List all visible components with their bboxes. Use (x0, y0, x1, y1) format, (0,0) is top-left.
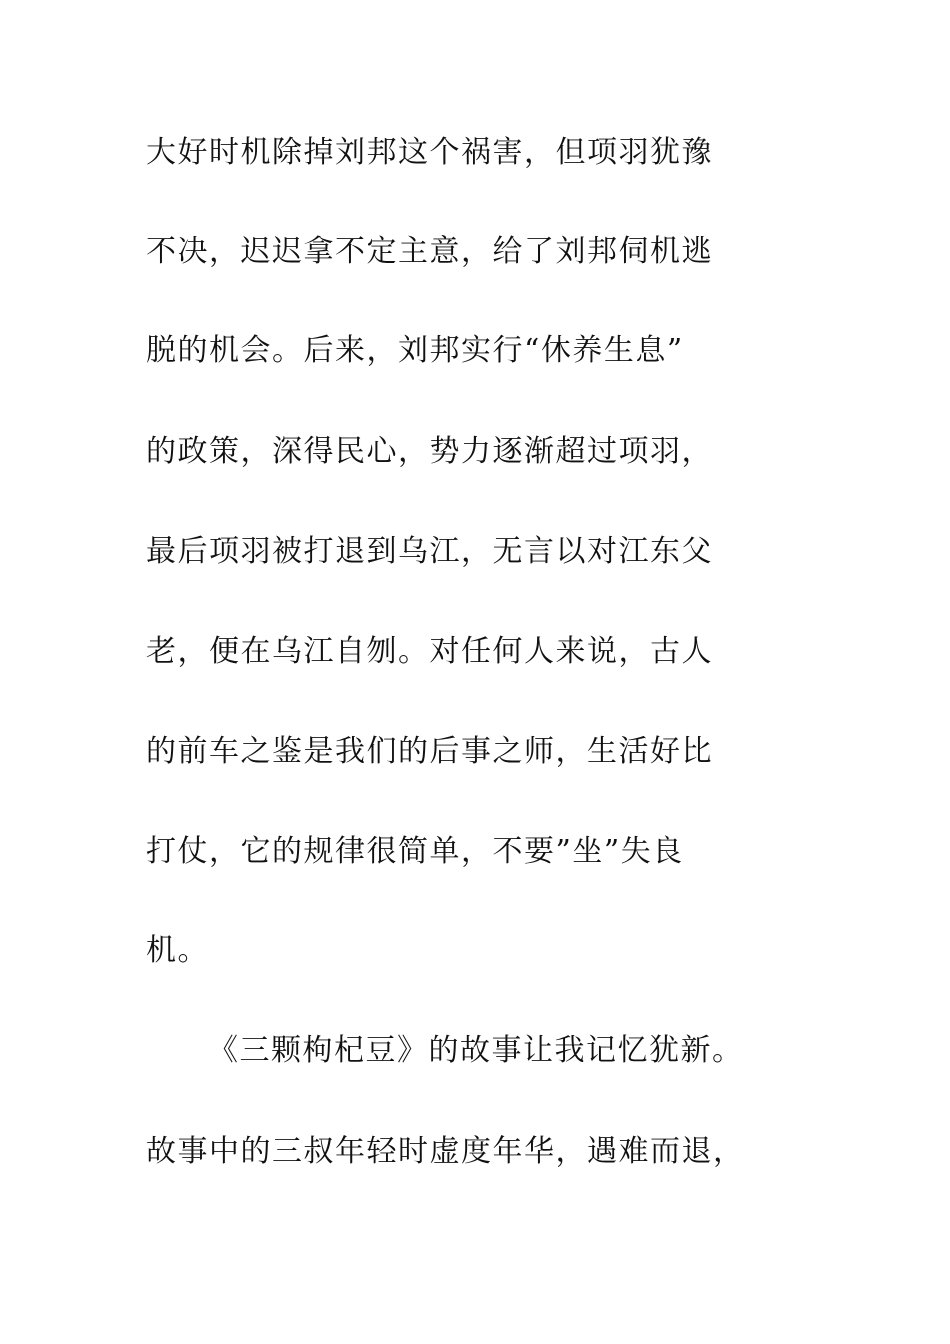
paragraph-first-line: 《三颗枸杞豆》的故事让我记忆犹新。 (208, 1033, 744, 1068)
text-line: 故事中的三叔年轻时虚度年华，遇难而退， (146, 1134, 745, 1169)
text-line: 老，便在乌江自刎。对任何人来说，古人 (146, 634, 713, 669)
text-line: 机。 (146, 933, 209, 968)
text-line: 脱的机会。后来，刘邦实行“休养生息” (146, 333, 684, 368)
text-line: 打仗，它的规律很简单，不要”坐”失良 (146, 834, 684, 869)
text-line: 的政策，深得民心，势力逐渐超过项羽， (146, 434, 713, 469)
text-line: 的前车之鉴是我们的后事之师，生活好比 (146, 734, 713, 769)
text-line: 大好时机除掉刘邦这个祸害，但项羽犹豫 (146, 135, 713, 170)
text-line: 最后项羽被打退到乌江，无言以对江东父 (146, 534, 713, 569)
text-line: 不决，迟迟拿不定主意，给了刘邦伺机逃 (146, 234, 713, 269)
